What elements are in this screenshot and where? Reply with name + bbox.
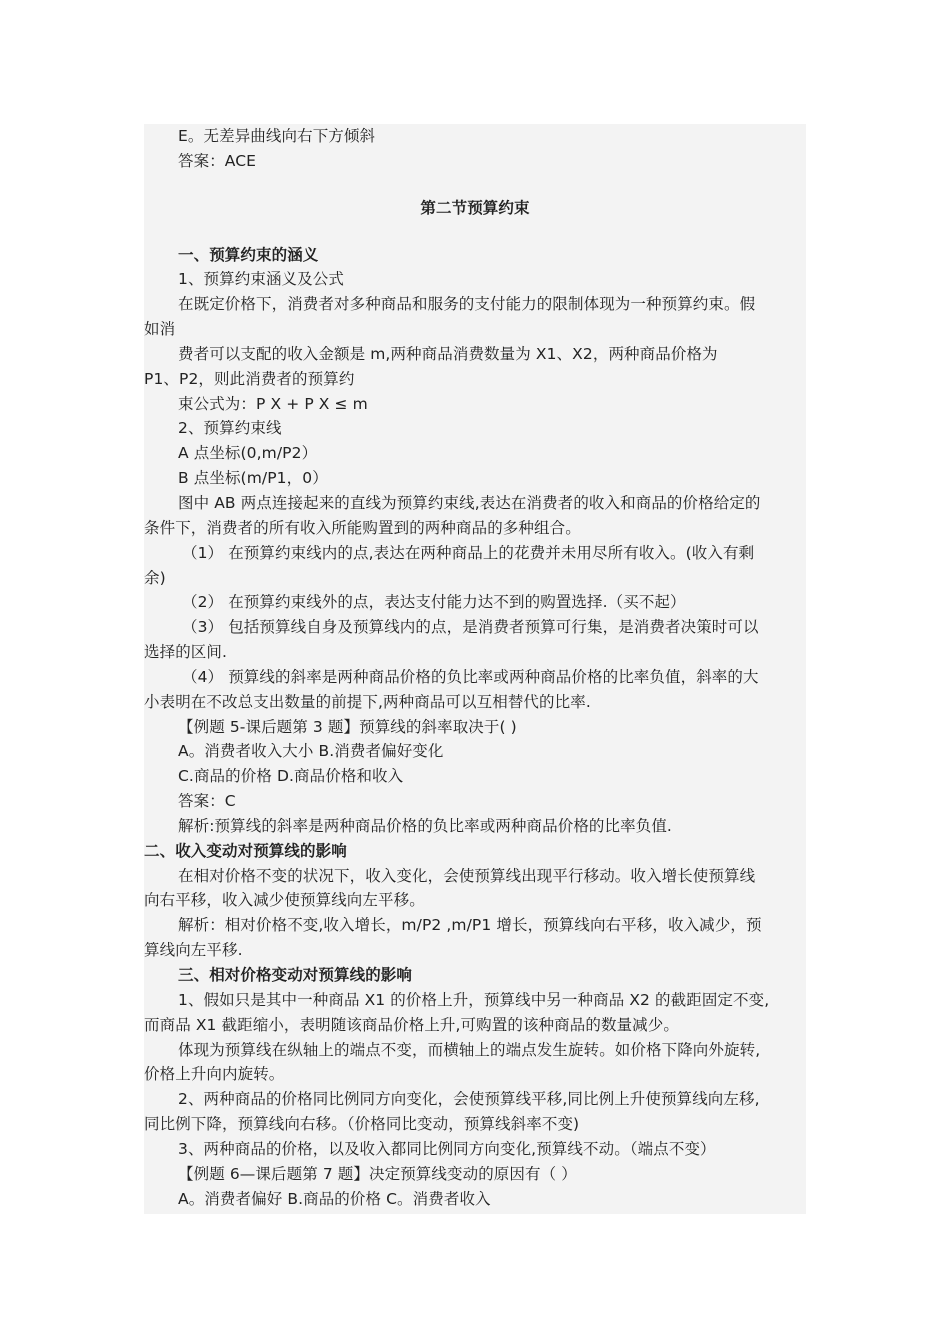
paragraph-line: 如消 (144, 320, 176, 339)
heading-3: 三、相对价格变动对预算线的影响 (178, 966, 413, 984)
example-question: 【例题 5-课后题第 3 题】预算线的斜率取决于( ) (178, 717, 517, 736)
heading-1: 一、预算约束的涵义 (178, 245, 319, 264)
subheading: 1、预算约束涵义及公式 (178, 270, 344, 289)
answer-line: 答案：C (178, 792, 236, 811)
paragraph-line: 在相对价格不变的状况下，收入变化，会使预算线出现平行移动。收入增长使预算线 (178, 866, 756, 885)
paragraph-line: 在既定价格下，消费者对多种商品和服务的支付能力的限制体现为一种预算约束。假 (178, 295, 756, 314)
paragraph-line: 小表明在不改总支出数量的前提下,两种商品可以互相替代的比率. (144, 692, 591, 711)
list-item: （4） 预算线的斜率是两种商品价格的负比率或两种商品价格的比率负值，斜率的大 (182, 667, 759, 686)
example-question: 【例题 6—课后题第 7 题】决定预算线变动的原因有（ ） (178, 1164, 577, 1183)
option-line: A。消费者偏好 B.商品的价格 C。消费者收入 (178, 1189, 491, 1208)
explanation-line: 解析:预算线的斜率是两种商品价格的负比率或两种商品价格的比率负值. (178, 816, 672, 835)
coordinate-b: B 点坐标(m/P1，0） (178, 469, 328, 488)
paragraph-line: 向右平移，收入减少使预算线向左平移。 (144, 891, 425, 910)
option-line: C.商品的价格 D.商品价格和收入 (178, 767, 404, 786)
explanation-line: 解析：相对价格不变,收入增长，m/P2 ,m/P1 增长，预算线向右平移，收入减少，预 (178, 916, 762, 935)
text-line: E。无差异曲线向右下方倾斜 (178, 127, 376, 145)
paragraph-line: 条件下，消费者的所有收入所能购置到的两种商品的多种组合。 (144, 518, 581, 537)
paragraph-line: 体现为预算线在纵轴上的端点不变，而横轴上的端点发生旋转。如价格下降向外旋转, (178, 1040, 761, 1059)
paragraph-line: 3、两种商品的价格，以及收入都同比例同方向变化,预算线不动。（端点不变） (178, 1139, 716, 1158)
document-body (144, 124, 806, 1211)
list-item: （3） 包括预算线自身及预算线内的点，是消费者预算可行集，是消费者决策时可以 (182, 618, 759, 637)
paragraph-line: 图中 AB 两点连接起来的直线为预算约束线,表达在消费者的收入和商品的价格给定的 (178, 493, 761, 512)
paragraph-line: 同比例下降，预算线向右移。（价格同比变动，预算线斜率不变) (144, 1115, 580, 1134)
answer-line: 答案：ACE (178, 151, 257, 170)
paragraph-line: P1、P2，则此消费者的预算约 (144, 369, 355, 388)
paragraph-line: 算线向左平移. (144, 941, 243, 960)
heading-2: 二、收入变动对预算线的影响 (144, 841, 347, 860)
list-item: （2） 在预算约束线外的点，表达支付能力达不到的购置选择.（买不起） (182, 593, 686, 612)
paragraph-line: 而商品 X1 截距缩小，表明随该商品价格上升,可购置的该种商品的数量减少。 (144, 1015, 679, 1034)
paragraph-line: 费者可以支配的收入金额是 m,两种商品消费数量为 X1、X2，两种商品价格为 (178, 344, 718, 363)
paragraph-line: 价格上升向内旋转。 (144, 1065, 285, 1084)
paragraph-line: 选择的区间. (144, 643, 228, 662)
paragraph-line: 余) (144, 568, 166, 587)
list-item: （1） 在预算约束线内的点,表达在两种商品上的花费并未用尽所有收入。(收入有剩 (182, 543, 755, 562)
paragraph-line: 1、假如只是其中一种商品 X1 的价格上升，预算线中另一种商品 X2 的截距固定不变, (178, 990, 770, 1009)
coordinate-a: A 点坐标(0,m/P2） (178, 444, 318, 463)
section-title: 第二节预算约束 (420, 198, 530, 217)
subheading: 2、预算约束线 (178, 419, 282, 438)
option-line: A。消费者收入大小 B.消费者偏好变化 (178, 742, 444, 761)
formula-line: 束公式为：P X + P X ≤ m (178, 394, 368, 413)
paragraph-line: 2、两种商品的价格同比例同方向变化，会使预算线平移,同比例上升使预算线向左移, (178, 1090, 760, 1109)
